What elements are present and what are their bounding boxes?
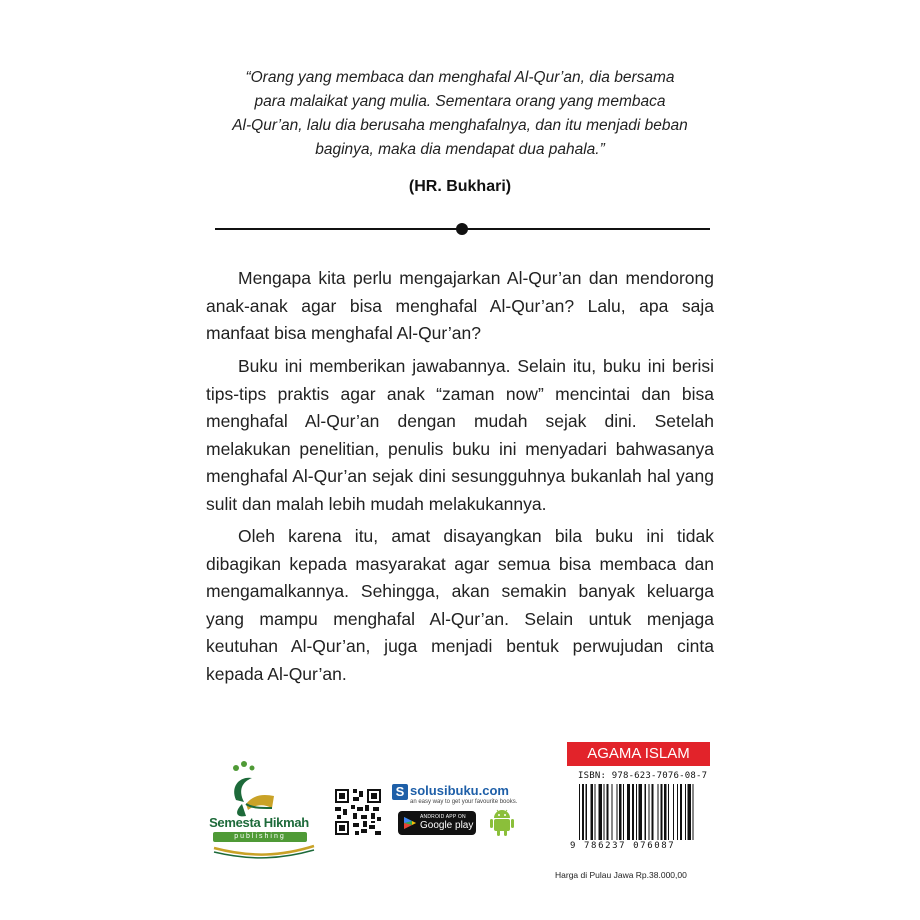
isbn-text: ISBN: 978-623-7076-08-7 bbox=[578, 771, 708, 781]
barcode-icon bbox=[577, 784, 715, 842]
price-text: Harga di Pulau Jawa Rp.38.000,00 bbox=[555, 870, 687, 880]
google-play-icon bbox=[403, 816, 417, 830]
google-play-small-text: ANDROID APP ON bbox=[420, 814, 466, 820]
divider-dot bbox=[456, 223, 468, 235]
body-paragraph-1: Mengapa kita perlu mengajarkan Al-Qur’an dan mendorong anak-anak agar bisa menghafal Al-Qur’an? Lalu, apa saja manfaat bisa menghafal Al-Qur’an? bbox=[206, 268, 714, 343]
solusibuku-logo-icon: S bbox=[392, 784, 408, 800]
body-paragraph-3: Oleh karena itu, amat disayangkan bila buku ini tidak dibagikan kepada masyarakat agar semua bisa membaca dan mengamalkannya. Sehingga, akan semakin banyak keluarga yang mampu menghafal Al-Qur’an. Selain untuk menjaga keutuhan Al-Qur’an, juga menjadi bentuk perwujudan cinta kepada Al-Qur’an. bbox=[206, 526, 714, 684]
quote-line: “Orang yang membaca dan menghafal Al-Qur’an, dia bersama bbox=[245, 69, 675, 86]
publisher-name: Semesta Hikmah bbox=[209, 815, 309, 830]
publisher-subtitle: publishing bbox=[234, 833, 286, 840]
quote-text bbox=[200, 66, 720, 162]
category-label: AGAMA ISLAM bbox=[567, 742, 710, 766]
publisher-swoosh bbox=[212, 842, 316, 860]
barcode-number: 9 786237 076087 bbox=[570, 841, 676, 851]
quote-source: (HR. Bukhari) bbox=[408, 178, 512, 195]
body-paragraph-2: Buku ini memberikan jawabannya. Selain itu, buku ini berisi tips-tips praktis agar anak “zaman now” mencintai dan bisa menghafal Al-Qur’an dengan mudah sejak dini. Setelah melakukan penelitian, penulis buku ini menyadari bahwasanya menghafal Al-Qur’an sejak dini sesungguhnya bukanlah hal yang sulit dan malah lebih mudah melakukannya. bbox=[206, 356, 714, 514]
google-play-badge bbox=[398, 811, 476, 835]
store-tagline: an easy way to get your favourite books. bbox=[410, 799, 518, 805]
quote-line: Al-Qur’an, lalu dia berusaha menghafalnya, dan itu menjadi beban bbox=[232, 117, 688, 134]
store-name: solusibuku.com bbox=[410, 783, 509, 798]
android-icon bbox=[489, 808, 515, 838]
qr-code-icon bbox=[333, 787, 383, 837]
quote-line: baginya, maka dia mendapat dua pahala.” bbox=[315, 141, 605, 158]
publisher-subtitle-bar bbox=[213, 832, 307, 842]
google-play-text: Google play bbox=[420, 820, 474, 831]
quote-line: para malaikat yang mulia. Sementara orang yang membaca bbox=[254, 93, 666, 110]
